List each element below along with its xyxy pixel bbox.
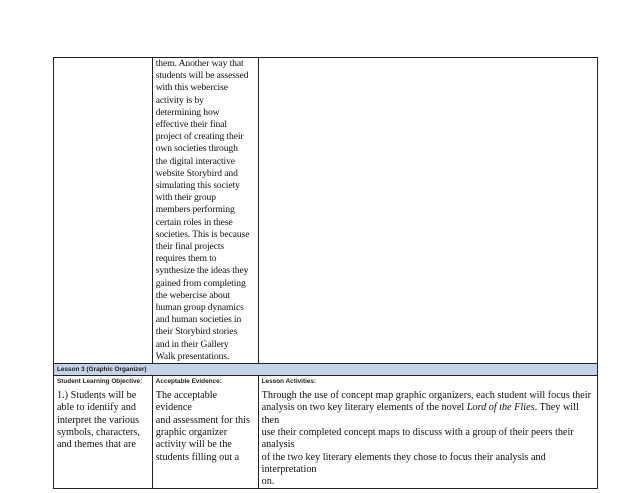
objective-line: 1.) Students will be [57,390,137,402]
activities-line-2 [262,402,594,427]
activities-line-5: on. [261,476,275,488]
assessment-line: gained from completing [155,277,246,289]
activities-line-3: use their completed concept maps to discuss with a group of their peers their analysis [261,426,574,451]
assessment-line: with their group [155,192,216,204]
assessment-line: human group dynamics [155,302,244,314]
assessment-line: simulating this society [155,180,240,192]
objective-line: and themes that are [57,439,136,451]
assessment-line: website Storybird and [155,167,238,179]
assessment-line: the digital interactive [155,155,235,167]
evidence-cell [152,376,258,489]
lesson-plan-table [53,57,598,489]
assessment-line: and human societies in [155,314,242,326]
continuation-row [54,58,598,364]
assessment-line: the webercise about [155,289,231,301]
assessment-line: own societies through [155,143,238,155]
assessment-line: Walk presentations. [155,350,230,362]
assessment-line: activity is by [155,94,204,106]
lesson-content-row [54,376,598,489]
top-objective-cell [54,58,153,364]
activities-line-4: of the two key literary elements they chose to focus their analysis and interpretation [261,451,546,475]
lesson-heading-cell [54,364,598,376]
evidence-line: students filling out a [155,451,240,463]
assessment-line: their Storybird stories [155,326,238,338]
activities-line-2-end: . They will then [261,402,579,426]
evidence-text [156,390,255,464]
top-activities-cell [258,58,597,364]
assessment-line: synthesize the ideas they [155,265,249,277]
assessment-continuation-text [156,58,255,363]
objective-header: Student Learning Objective: [57,378,143,386]
assessment-line: project of creating their [155,131,244,143]
objective-line: symbols, characters, [57,426,140,438]
assessment-line: certain roles in these [155,216,233,228]
activities-cell [258,376,597,489]
assessment-line: them. Another way that [155,58,244,69]
evidence-header: Acceptable Evidence: [155,378,222,386]
objective-line: able to identify and [57,402,136,414]
assessment-line: students will be assessed [155,70,249,82]
evidence-line: activity will be the [155,439,232,451]
assessment-line: and in their Gallery [155,338,229,350]
assessment-line: members performing [155,204,235,216]
novel-title: Lord of the Flies [466,402,535,414]
lesson-title: Lesson 3 (Graphic Organizer) [57,366,147,374]
assessment-line: determining how [155,106,220,118]
assessment-line: with this webercise [155,82,228,94]
evidence-line: graphic organizer [155,426,228,438]
assessment-line: their final projects [155,241,225,253]
evidence-line: and assessment for this [155,414,250,426]
activities-header: Lesson Activities: [261,378,317,386]
assessment-line: societies. This is because [155,228,250,240]
lesson-heading-row [54,364,598,376]
assessment-line: effective their final [155,119,227,131]
objective-line: interpret the various [57,414,140,426]
objective-text [57,390,149,451]
activities-line-1: Through the use of concept map graphic organizers, each student will focus their [261,390,592,402]
activities-text [262,390,594,488]
objective-cell [54,376,153,489]
activities-line-2-start: analysis on two key literary elements of the novel [261,402,467,414]
top-evidence-cell [152,58,258,364]
assessment-line: requires them to [155,253,217,265]
evidence-line: The acceptable evidence [155,390,218,414]
